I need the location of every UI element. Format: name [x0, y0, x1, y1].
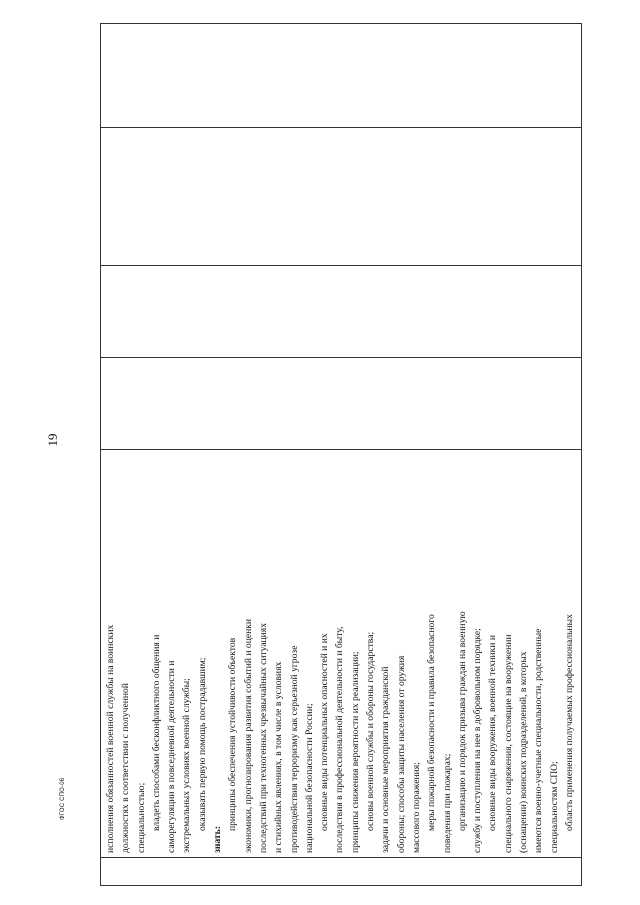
content-line: принципы обеспечения устойчивости объектов — [227, 637, 239, 831]
content-line: принципы снижения вероятности их реализации; — [349, 651, 361, 853]
content-line: саморегуляции в повседневной деятельности и — [166, 660, 178, 853]
table-wrap — [100, 24, 582, 886]
content-line: национальной безопасности России; — [303, 703, 315, 853]
content-line: имеются военно-учетные специальности, родственные — [533, 628, 545, 853]
content-line: специальностью; — [135, 782, 147, 853]
content-line: и стихийных явлениях, в том числе в условиях — [273, 661, 285, 853]
content-line: оказывать первую помощь пострадавшим; — [196, 657, 208, 831]
content-line: область применения получаемых профессиональных — [563, 614, 575, 831]
content-line: экстремальных условиях военной службы; — [181, 678, 193, 853]
hours-cell — [101, 358, 582, 450]
content-line: владеть способами бесконфликтного общения и — [150, 634, 162, 831]
content-line: меры пожарной безопасности и правила безопасного — [426, 614, 438, 831]
content-line: обороны; способы защиты населения от оружия — [395, 655, 407, 853]
footer-code: ФГОС СПО-06 — [60, 777, 66, 820]
content-line: последствий при техногенных чрезвычайных ситуациях — [257, 623, 269, 853]
content-line: специального снаряжения, состоящие на вооружении — [502, 634, 514, 853]
content-line: должностях в соответствии с полученной — [120, 683, 132, 853]
content-line: основы военной службы и обороны государства; — [365, 631, 377, 831]
content-line: исполнения обязанностей военной службы на воинских — [105, 624, 116, 853]
content-line: (оснащении) воинских подразделений, в которых — [518, 651, 530, 853]
page-number: 19 — [45, 433, 60, 447]
rotated-table-container — [100, 24, 582, 886]
content-line: противодействия терроризму как серьезной угрозе — [288, 645, 300, 853]
content-cell — [101, 450, 582, 858]
curriculum-table — [100, 23, 582, 886]
content-line: организацию и порядок призыва граждан на военную — [456, 611, 468, 831]
table-row — [101, 24, 582, 886]
content-line: экономики, прогнозирования развития событий и оценки — [242, 618, 254, 853]
index-cell — [101, 858, 582, 886]
content-line: службу и поступления на нее в добровольном порядке; — [472, 628, 484, 853]
discipline-cell — [101, 128, 582, 266]
content-line: задачи и основные мероприятия гражданской — [380, 666, 392, 853]
content-line: поведения при пожарах; — [441, 753, 453, 853]
content-line: основные виды вооружения, военной техники и — [487, 635, 499, 831]
content-line: специальностям СПО; — [548, 761, 560, 853]
content-line: массового поражения; — [410, 762, 422, 853]
hours-cell-2 — [101, 266, 582, 358]
content-line: последствия в профессиональной деятельности и быту, — [334, 626, 346, 853]
content-line: знать: — [212, 826, 224, 853]
competence-cell — [101, 24, 582, 128]
content-line: основные виды потенциальных опасностей и их — [319, 633, 331, 831]
